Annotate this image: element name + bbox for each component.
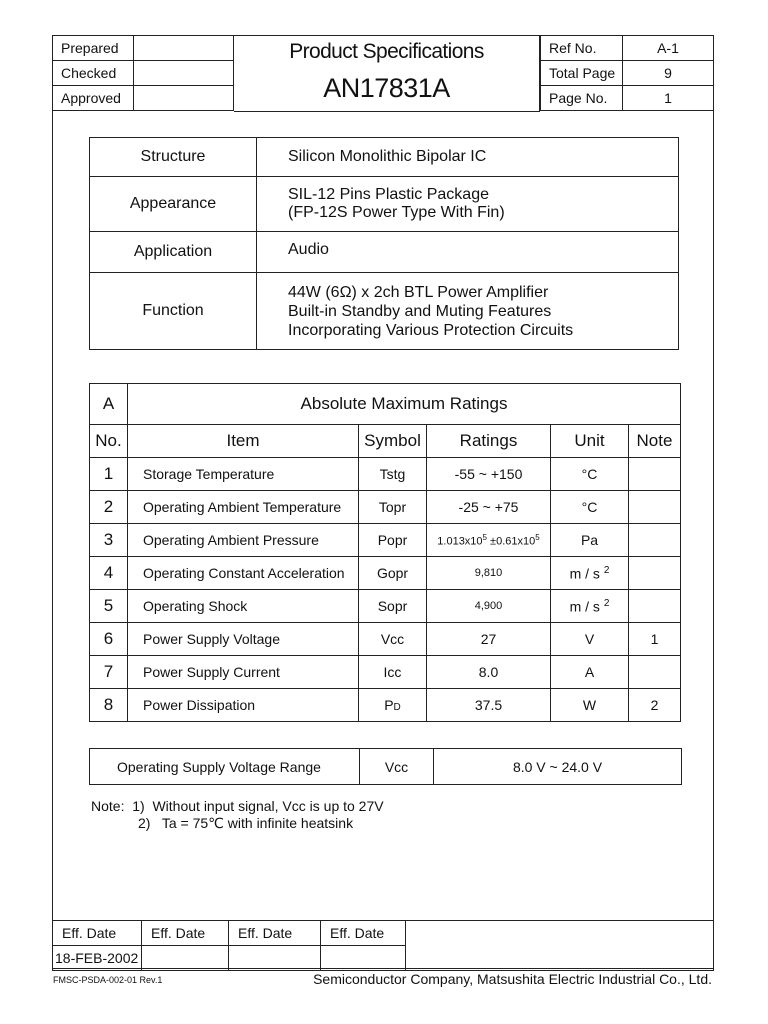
col-note: Note (629, 425, 681, 458)
row-note (629, 590, 681, 623)
row-rating: 37.5 (427, 689, 551, 722)
row-no: 8 (90, 689, 128, 722)
function-value: 44W (6Ω) x 2ch BTL Power Amplifier Built-in Standby and Muting Features Incorporating Various Protection Circuits (257, 273, 679, 350)
appearance-label: Appearance (90, 177, 257, 232)
total-page-label: Total Page (541, 61, 623, 86)
row-no: 7 (90, 656, 128, 689)
row-item: Power Supply Voltage (128, 623, 359, 656)
eff-date-label-1: Eff. Date (53, 921, 142, 946)
row-no: 6 (90, 623, 128, 656)
page-no-label: Page No. (541, 86, 623, 111)
part-number: AN17831A (323, 73, 450, 103)
row-item: Storage Temperature (128, 458, 359, 491)
row-item: Power Dissipation (128, 689, 359, 722)
row-no: 5 (90, 590, 128, 623)
prepared-field (134, 36, 234, 61)
row-rating: 27 (427, 623, 551, 656)
eff-date-label-4: Eff. Date (321, 921, 406, 946)
structure-value: Silicon Monolithic Bipolar IC (257, 138, 679, 177)
row-note: 1 (629, 623, 681, 656)
row-no: 4 (90, 557, 128, 590)
prepared-label: Prepared (53, 36, 134, 61)
absolute-max-ratings-table (89, 383, 681, 722)
table-row (90, 623, 681, 656)
row-symbol: Gopr (359, 557, 427, 590)
approved-field (134, 86, 234, 111)
row-item: Operating Ambient Temperature (128, 491, 359, 524)
row-unit: V (551, 623, 629, 656)
row-symbol: PD (359, 689, 427, 722)
supply-label: Operating Supply Voltage Range (90, 749, 360, 785)
company-name: Semiconductor Company, Matsushita Electric Industrial Co., Ltd. (313, 971, 712, 987)
application-label: Application (90, 232, 257, 273)
row-no: 3 (90, 524, 128, 557)
ref-no-value: A-1 (623, 36, 714, 61)
row-unit: m / s $^2$ (551, 590, 629, 623)
col-symbol: Symbol (359, 425, 427, 458)
notes (91, 798, 384, 832)
document-title: Product Specifications (289, 40, 484, 63)
row-no: 1 (90, 458, 128, 491)
row-unit: °C (551, 491, 629, 524)
eff-date-label-2: Eff. Date (142, 921, 229, 946)
checked-field (134, 61, 234, 86)
application-value: Audio (257, 232, 679, 273)
row-item: Operating Constant Acceleration (128, 557, 359, 590)
row-symbol: Sopr (359, 590, 427, 623)
ref-no-label: Ref No. (541, 36, 623, 61)
row-rating: -55 ~ +150 (427, 458, 551, 491)
row-item: Operating Shock (128, 590, 359, 623)
row-unit: W (551, 689, 629, 722)
document-code: FMSC-PSDA-002-01 Rev.1 (53, 975, 163, 985)
row-rating: $1.013x10^5 \pm 0.61x10^5$ (427, 524, 551, 557)
table-row (90, 458, 681, 491)
row-note (629, 491, 681, 524)
table-row (90, 590, 681, 623)
page-no-value: 1 (623, 86, 714, 111)
row-note (629, 458, 681, 491)
eff-date-value-3 (229, 946, 321, 971)
row-symbol: Icc (359, 656, 427, 689)
table-row (90, 557, 681, 590)
row-note (629, 524, 681, 557)
row-symbol: Vcc (359, 623, 427, 656)
supply-symbol: Vcc (360, 749, 434, 785)
col-item: Item (128, 425, 359, 458)
row-unit: m / s $^2$ (551, 557, 629, 590)
supply-voltage-table (89, 748, 682, 785)
checked-label: Checked (53, 61, 134, 86)
eff-date-value-2 (142, 946, 229, 971)
row-note (629, 656, 681, 689)
section-letter: A (90, 384, 128, 425)
col-unit: Unit (551, 425, 629, 458)
note-1: Note: 1) Without input signal, Vcc is up to 27V (91, 798, 384, 814)
approved-label: Approved (53, 86, 134, 111)
col-ratings: Ratings (427, 425, 551, 458)
row-rating: -25 ~ +75 (427, 491, 551, 524)
row-no: 2 (90, 491, 128, 524)
function-label: Function (90, 273, 257, 350)
structure-label: Structure (90, 138, 257, 177)
row-unit: Pa (551, 524, 629, 557)
eff-date-value-1: 18-FEB-2002 (53, 946, 142, 971)
footer-blank (406, 921, 714, 971)
row-rating: 9,810 (427, 557, 551, 590)
row-note (629, 557, 681, 590)
section-title: Absolute Maximum Ratings (128, 384, 681, 425)
note-2: 2) Ta = 75℃ with infinite heatsink (138, 815, 354, 831)
product-info-table (89, 137, 679, 350)
row-unit: °C (551, 458, 629, 491)
row-symbol: Topr (359, 491, 427, 524)
title-box (234, 35, 540, 112)
row-symbol: Popr (359, 524, 427, 557)
reference-table (540, 35, 714, 111)
table-row (90, 524, 681, 557)
appearance-value: SIL-12 Pins Plastic Package (FP-12S Power Type With Fin) (257, 177, 679, 232)
row-rating: 8.0 (427, 656, 551, 689)
eff-date-value-4 (321, 946, 406, 971)
row-unit: A (551, 656, 629, 689)
col-no: No. (90, 425, 128, 458)
eff-date-label-3: Eff. Date (229, 921, 321, 946)
table-row (90, 491, 681, 524)
row-item: Power Supply Current (128, 656, 359, 689)
total-page-value: 9 (623, 61, 714, 86)
row-symbol: Tstg (359, 458, 427, 491)
row-note: 2 (629, 689, 681, 722)
row-rating: 4,900 (427, 590, 551, 623)
supply-value: 8.0 V ~ 24.0 V (434, 749, 682, 785)
effective-date-table (52, 920, 714, 971)
row-item: Operating Ambient Pressure (128, 524, 359, 557)
table-row (90, 656, 681, 689)
table-row (90, 689, 681, 722)
approval-table (52, 35, 234, 111)
